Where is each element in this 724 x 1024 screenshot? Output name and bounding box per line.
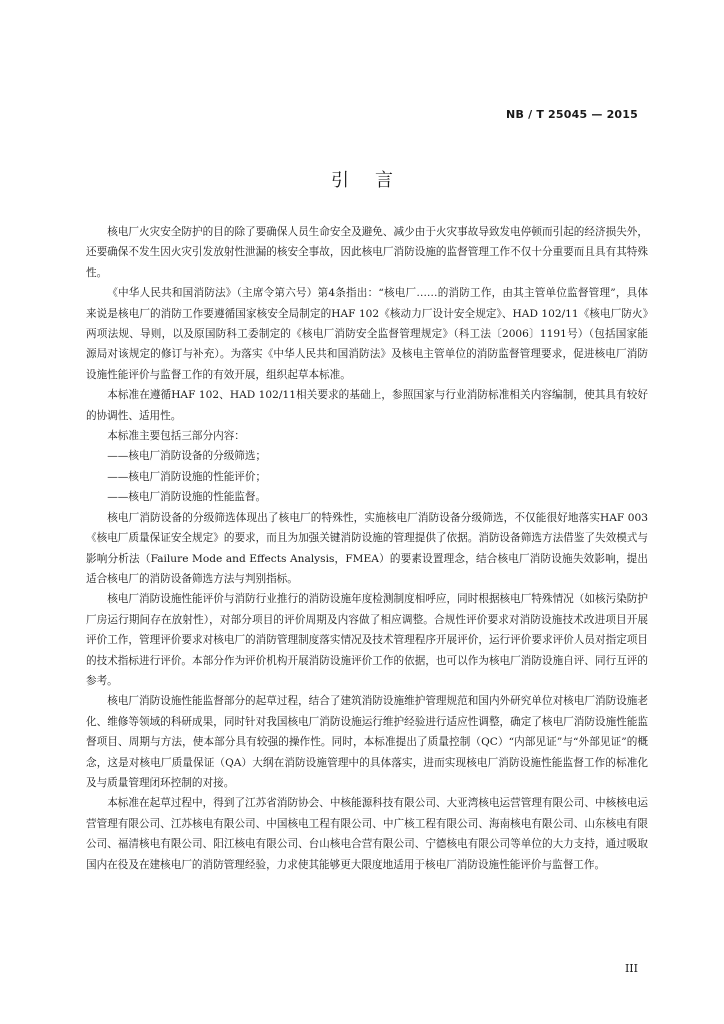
introduction-body <box>86 222 648 875</box>
page-title: 引言 <box>331 170 419 191</box>
paragraph: 本标准在起草过程中，得到了江苏省消防协会、中核能源科技有限公司、大亚湾核电运营管理有限公司、中核核电运营管理有限公司、江苏核电有限公司、中国核电工程有限公司、中广核工程有限公司、海南核电有限公司、山东核电有限公司、福清核电有限公司、阳江核电有限公司、台山核电合营有限公司、宁德核电有限公司等单位的大力支持，通过吸取国内在役及在建核电厂的消防管理经验，力求使其能够更大限度地适用于核电厂消防设施性能评价与监督工作。 <box>86 797 648 871</box>
list-item: ——核电厂消防设备的分级筛选； <box>107 450 267 463</box>
paragraph: 核电厂消防设备的分级筛选体现出了核电厂的特殊性，实施核电厂消防设备分级筛选，不仅能很好地落实HAF 003《核电厂质量保证安全规定》的要求，而且为加强关键消防设施的管理提供了依据。消防设备筛选方法借鉴了失效模式与影响分析法（Failure Mode and Effects Analysis，FMEA）的要素设置理念，结合核电厂消防设施失效影响，提出适合核电厂的消防设备筛选方法与判别指标。 <box>86 511 648 585</box>
paragraph: 本标准在遵循HAF 102、HAD 102/11相关要求的基础上，参照国家与行业消防标准相关内容编制，使其具有较好的协调性、适用性。 <box>86 389 648 422</box>
list-item: ——核电厂消防设施的性能评价； <box>107 470 267 483</box>
page-number: III <box>624 962 638 975</box>
list-item: ——核电厂消防设施的性能监督。 <box>107 491 267 504</box>
paragraph: 《中华人民共和国消防法》（主席令第六号）第4条指出：“核电厂……的消防工作，由其主管单位监督管理”，具体来说是核电厂的消防工作要遵循国家核安全局制定的HAF 102《核动力厂设计安全规定》、HAD 102/11《核电厂防火》两项法规、导则，以及原国防科工委制定的《核电厂消防安全监督管理规定》（科工法〔2006〕1191号）（包括国家能源局对该规定的修订与补充）。为落实《中华人民共和国消防法》及核电主管单位的消防监督管理要求，促进核电厂消防设施性能评价与监督工作的有效开展，组织起草本标准。 <box>86 287 648 381</box>
paragraph: 核电厂消防设施性能评价与消防行业推行的消防设施年度检测制度相呼应，同时根据核电厂特殊情况（如核污染防护厂房运行期间存在放射性），对部分项目的评价周期及内容做了相应调整。合规性评价要求对消防设施技术改进项目开展评价工作，管理评价要求对核电厂的消防管理制度落实情况及技术管理程序开展评价，运行评价要求评价人员对指定项目的技术指标进行评价。本部分作为评价机构开展消防设施评价工作的依据，也可以作为核电厂消防设施自评、同行互评的参考。 <box>86 593 648 687</box>
standard-number: NB / T 25045 — 2015 <box>506 108 638 121</box>
paragraph: 核电厂消防设施性能监督部分的起草过程，结合了建筑消防设施维护管理规范和国内外研究单位对核电厂消防设施老化、维修等领域的科研成果，同时针对我国核电厂消防设施运行维护经验进行适应性调整，确定了核电厂消防设施性能监督项目、周期与方法，使本部分具有较强的操作性。同时，本标准提出了质量控制（QC）“内部见证”与“外部见证”的概念，这是对核电厂质量保证（QA）大纲在消防设施管理中的具体落实，进而实现核电厂消防设施性能监督工作的标准化及与质量管理闭环控制的对接。 <box>86 695 648 789</box>
paragraph: 核电厂火灾安全防护的目的除了要确保人员生命安全及避免、减少由于火灾事故导致发电停顿而引起的经济损失外，还要确保不发生因火灾引发放射性泄漏的核安全事故，因此核电厂消防设施的监督管理工作不仅十分重要而且具有其特殊性。 <box>86 226 648 279</box>
paragraph: 本标准主要包括三部分内容： <box>107 430 245 443</box>
